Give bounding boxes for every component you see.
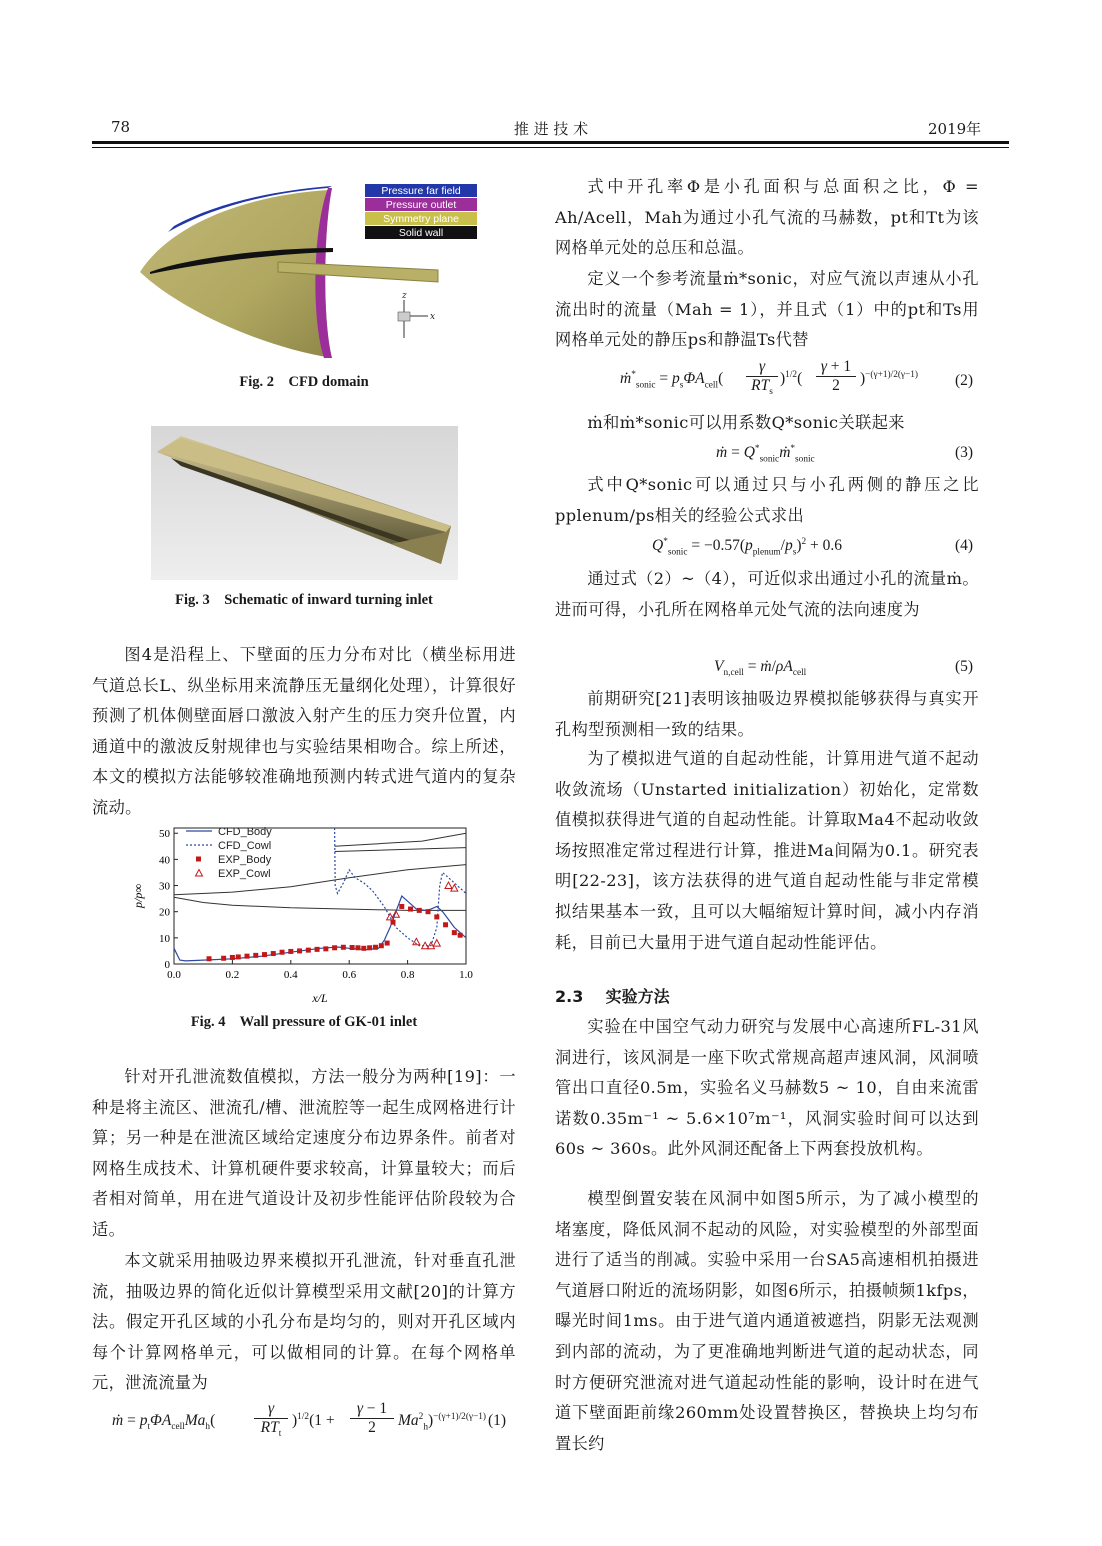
right-paragraph-9: 模型倒置安装在风洞中如图5所示，为了减小模型的堵塞度，降低风洞不起动的风险，对实验模型的外部型面进行了适当的削减。实验中采用一台SA5高速相机拍摄进气道唇口附近的流场阴影，如图6所示，拍摄帧频1kfps，曝光时间1ms。由于进气道内通道被遮挡，阴影无法观测到内部的流动，为了更准确地判断进气道的起动状态，同时方便研究泄流对进气道起动性能的影响，设计时在进气道下壁面距前缘260mm处设置替换区，替换块上均匀布置长约 [555, 1189, 979, 1453]
legend-far-field: Pressure far field [381, 185, 461, 197]
legend-swatch [196, 857, 201, 862]
legend-swatch [196, 870, 203, 877]
journal-title: 推 进 技 术 [513, 120, 589, 138]
data-point-EXP_Body [350, 945, 355, 950]
fig4-caption: Fig. 4 Wall pressure of GK-01 inlet [190, 1014, 418, 1030]
right-paragraph-7: 为了模拟进气道的自起动性能，计算用进气道不起动收敛流场（Unstarted initialization）初始化，定常数值模拟获得进气道的自起动性能。计算取Ma4不起动收敛场按照准定常过程进行计算，推进Ma间隔为0.1。研究表明[22-23]，该方法获得的进气道自起动性能与非定常模拟结果基本一致，且可以大幅缩短计算时间，减小内存消耗，目前已大量用于进气道自起动性能评估。 [555, 749, 979, 952]
data-point-EXP_Cowl [433, 940, 440, 947]
equation-5-number: (5) [955, 658, 974, 675]
x-tick-label: 0.0 [167, 969, 181, 981]
data-point-EXP_Body [306, 948, 311, 953]
data-point-EXP_Cowl [392, 911, 399, 918]
data-point-EXP_Body [434, 914, 439, 919]
x-tick-label: 1.0 [459, 969, 473, 981]
equation-5: $V_{n,cell}$ = $ṁ/\rho A_{cell}$ [714, 658, 807, 679]
data-point-EXP_Body [230, 955, 235, 960]
section-heading-2-3: 2.3 实验方法 [555, 987, 670, 1006]
y-tick-label: 40 [159, 854, 170, 867]
x-tick-label: 0.6 [342, 969, 357, 981]
right-paragraph-3: ṁ和ṁ*sonic可以用系数Q*sonic关联起来 [587, 413, 905, 432]
fig3-inlet-schematic [151, 426, 458, 580]
geometry-outline-line [174, 897, 466, 910]
equation-4: $Q^*_{sonic} = -0.57(p_{plenum}/p_s)^2 + 0.6$ [652, 537, 843, 558]
legend-symmetry: Symmetry plane [383, 213, 459, 225]
equation-1: ṁ = $p_t\Phi A_{cell}Ma_h$( γ $RT_t$ )$^{1/2}$(1 + γ − 1 2 $Ma^2_h)^{-(\gamma+1)/2(\gamma-1)}$ [112, 1400, 487, 1440]
right-paragraph-5: 通过式（2）~（4），可近似求出通过小孔的流量ṁ。进而可得，小孔所在网格单元处气流的法向速度为 [555, 569, 979, 619]
right-paragraph-6: 前期研究[21]表明该抽吸边界模拟能够获得与真实开孔构型预测相一致的结果。 [555, 689, 979, 739]
data-point-EXP_Body [452, 930, 457, 935]
equation-2: ṁ*$_{sonic}$ = $p_s\Phi A_{cell}$( γ $RT_s$ )$^{1/2}$( γ + 1 2 )$^{-(\gamma+1)/2(\gamma-1)}$ [620, 358, 919, 398]
legend-label: CFD_Cowl [218, 840, 272, 852]
x-tick-label: 0.4 [283, 969, 298, 981]
data-point-EXP_Body [262, 952, 267, 957]
series-line-CFD_Body [174, 896, 466, 961]
x-tick-label: 0.2 [225, 969, 240, 981]
equation-2-number: (2) [955, 372, 974, 389]
data-point-EXP_Body [245, 954, 250, 959]
data-point-EXP_Body [408, 907, 413, 912]
header-rule-thin [92, 147, 1009, 148]
data-point-EXP_Body [341, 945, 346, 950]
left-paragraph-2: 针对开孔泄流数值模拟，方法一般分为两种[19]：一种是将主流区、泄流孔/槽、泄流腔等一起生成网格进行计算；另一种是在泄流区域给定速度分布边界条件。前者对网格生成技术、计算机硬件要求较高，计算量较大；而后者相对简单，用在进气道设计及初步性能评估阶段较为合适。 [92, 1067, 516, 1239]
data-point-EXP_Cowl [445, 882, 452, 889]
y-tick-label: 50 [159, 828, 170, 841]
y-tick-label: 20 [159, 906, 170, 919]
data-point-EXP_Body [458, 933, 463, 938]
data-point-EXP_Body [426, 909, 431, 914]
data-point-EXP_Body [221, 956, 226, 961]
left-paragraph-3: 本文就采用抽吸边界来模拟开孔泄流，针对垂直孔泄流，抽吸边界的简化近似计算模型采用文献[20]的计算方法。假定开孔区域的小孔分布是均匀的，则对开孔区域内每个计算网格单元，可以做相同的计算。在每个网格单元，泄流流量为 [92, 1251, 516, 1393]
axis-x-label: x [430, 312, 436, 322]
year: 2019年 [928, 120, 982, 138]
legend-outlet: Pressure outlet [385, 199, 457, 211]
right-paragraph-8: 实验在中国空气动力研究与发展中心高速所FL-31风洞进行，该风洞是一座下吹式常规高超声速风洞，风洞喷管出口直径0.5m，实验名义马赫数5 ~ 10，自由来流雷诺数0.35m⁻¹ ~ 5.6×10⁷m⁻¹，风洞实验时间可以达到60s ~ 360s。此外风洞还配备上下两套投放机构。 [555, 1017, 979, 1159]
data-point-EXP_Body [443, 922, 448, 927]
legend-label: CFD_Body [218, 826, 272, 838]
legend-label: EXP_Body [218, 854, 272, 866]
y-tick-label: 30 [159, 880, 170, 893]
data-point-EXP_Body [399, 904, 404, 909]
fig4-wall-pressure-chart [128, 818, 478, 1008]
page-number: 78 [111, 118, 131, 136]
legend-solid-wall: Solid wall [398, 227, 444, 239]
data-point-EXP_Body [253, 953, 258, 958]
equation-1-number: (1) [488, 1412, 507, 1429]
equation-3-number: (3) [955, 444, 974, 461]
data-point-EXP_Body [288, 949, 293, 954]
data-point-EXP_Body [361, 946, 366, 951]
fig2-legend [365, 184, 477, 239]
data-point-EXP_Body [367, 945, 372, 950]
data-point-EXP_Body [379, 943, 384, 948]
legend-label: EXP_Cowl [218, 868, 271, 880]
data-point-EXP_Body [297, 948, 302, 953]
fig3-caption: Fig. 3 Schematic of inward turning inlet [175, 592, 433, 608]
right-paragraph-2: 定义一个参考流量ṁ*sonic，对应气流以声速从小孔流出时的流量（Mah = 1），并且式（1）中的pt和Ts用网格单元处的静压ps和静温Ts代替 [555, 269, 979, 350]
equation-3: ṁ = $Q^*_{sonic}ṁ^*_{sonic}$ [716, 444, 815, 465]
data-point-EXP_Body [271, 951, 276, 956]
data-point-EXP_Body [280, 950, 285, 955]
fig2-caption: Fig. 2 CFD domain [239, 374, 369, 390]
right-paragraph-4: 式中Q*sonic可以通过只与小孔两侧的静压之比pplenum/ps相关的经验公式求出 [555, 475, 979, 525]
data-point-EXP_Body [315, 947, 320, 952]
y-axis-label: p/p∞ [131, 884, 145, 908]
data-point-EXP_Body [207, 956, 212, 961]
fig2-cfd-domain [128, 168, 488, 368]
y-tick-label: 0 [164, 959, 170, 971]
data-point-EXP_Body [373, 945, 378, 950]
data-point-EXP_Body [332, 945, 337, 950]
x-axis-label: x/L [312, 991, 328, 1005]
x-tick-label: 0.8 [400, 969, 415, 981]
geometry-outline-line [335, 833, 466, 846]
geometry-outline-line [335, 848, 466, 852]
y-tick-label: 10 [159, 932, 170, 945]
data-point-EXP_Body [417, 908, 422, 913]
data-point-EXP_Body [236, 954, 241, 959]
left-paragraph-1: 图4是沿程上、下壁面的压力分布对比（横坐标用进气道总长L、纵坐标用来流静压无量纲化处理），计算很好预测了机体侧壁面唇口激波入射产生的压力突升位置，内通道中的激波反射规律也与实验结果相吻合。综上所述，本文的模拟方法能够较准确地预测内转式进气道内的复杂流动。 [92, 645, 516, 817]
axis-z-label: z [402, 291, 407, 301]
data-point-EXP_Body [385, 941, 390, 946]
header-rule [92, 141, 1009, 144]
right-paragraph-1: 式中开孔率Φ是小孔面积与总面积之比，Φ = Ah/Acell，Mah为通过小孔气流的马赫数，pt和Tt为该网格单元处的总压和总温。 [555, 177, 979, 258]
data-point-EXP_Body [355, 945, 360, 950]
data-point-EXP_Body [323, 946, 328, 951]
equation-4-number: (4) [955, 537, 974, 554]
